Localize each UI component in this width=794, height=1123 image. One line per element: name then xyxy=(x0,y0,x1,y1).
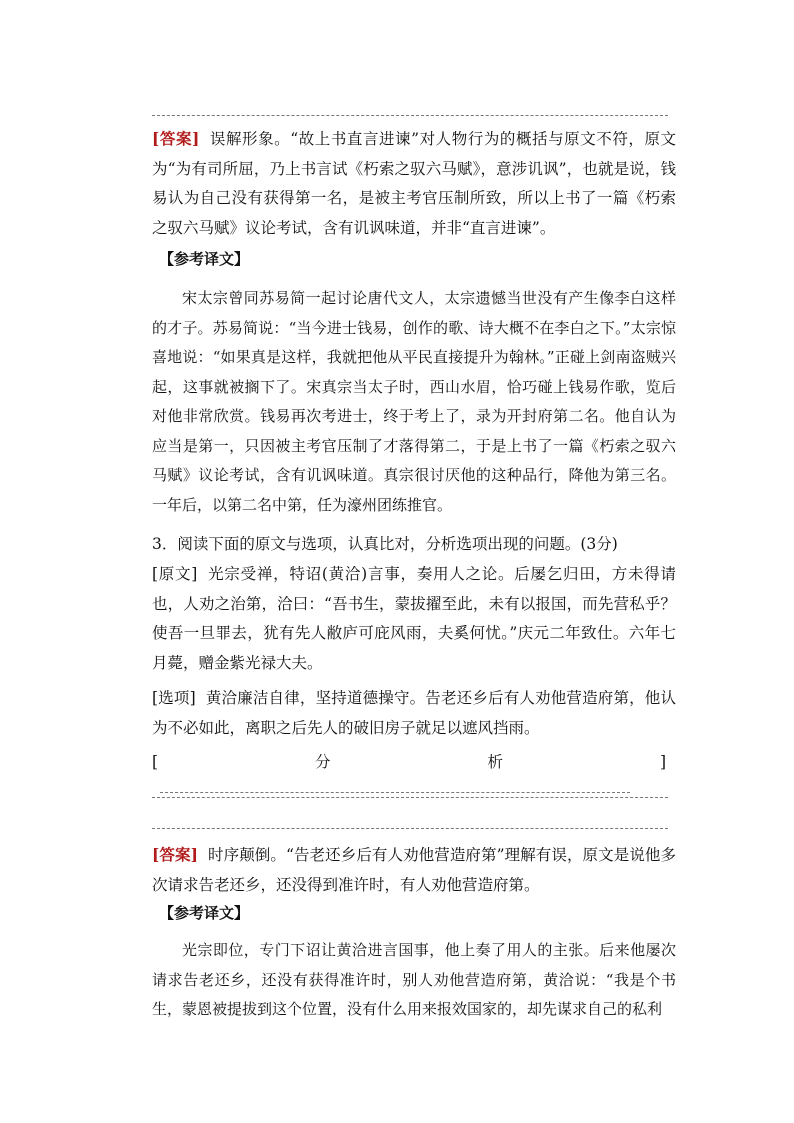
option-label: [选项] xyxy=(152,689,196,707)
analysis-label: [分析] xyxy=(152,753,666,771)
answer-1 xyxy=(152,124,676,243)
reference-translation-1-text: 宋太宗曾同苏易简一起讨论唐代文人，太宗遗憾当世没有产生像李白这样的才子。苏易简说：“当今进士钱易，创作的歌、诗大概不在李白之下。”太宗惊喜地说：“如果真是这样，我就把他从平民直接提升为翰林。”正碰上剑南盗贼兴起，这事就被搁下了。宋真宗当太子时，西山水眉，恰巧碰上钱易作歌，览后对他非常欣赏。钱易再次考进士，终于考上了，录为开封府第二名。他自认为应当是第一，只因被主考官压制了才落得第二，于是上书了一篇《朽索之驭六马赋》议论考试，含有讥讽味道。真宗很讨厌他的这种品行，降他为第三名。一年后，以第二名中第，任为濠州团练推官。 xyxy=(152,289,676,514)
option-text: 黄洽廉洁自律，坚持道德操守。告老还乡后有人劝他营造府第，他认为不必如此，离职之后先人的破旧房子就足以遮风挡雨。 xyxy=(152,689,676,737)
reference-translation-2-text: 光宗即位，专门下诏让黄洽进言国事，他上奏了用人的主张。后来他屡次请求告老还乡，还没有获得准许时，别人劝他营造府第，黄洽说：“我是个书生，蒙恩被提拔到这个位置，没有什么用来报效国家的，却先谋求自己的私利 xyxy=(152,941,676,1018)
question-3-title: 3．阅读下面的原文与选项，认真比对，分析选项出现的问题。(3分) xyxy=(152,535,618,553)
answer-1-text: 误解形象。“故上书直言进谏”对人物行为的概括与原文不符，原文为“为有司所屈，乃上书言试《朽索之驭六马赋》，意涉讥讽”，也就是说，钱易认为自己没有获得第一名，是被主考官压制所致，所以上书了一篇《朽索之驭六马赋》议论考试，含有讥讽味道，并非“直言进谏”。 xyxy=(152,130,676,237)
answer-2 xyxy=(152,840,676,900)
reference-translation-1-heading: 【参考译文】 xyxy=(159,250,250,268)
question-3-analysis xyxy=(152,748,676,807)
analysis-answer-line-3[interactable] xyxy=(152,828,668,829)
answer-divider-line xyxy=(152,115,668,116)
answer-1-label: [答案] xyxy=(152,129,200,148)
answer-2-label: [答案] xyxy=(152,845,198,864)
answer-2-text: 时序颠倒。“告老还乡后有人劝他营造府第”理解有误，原文是说他多次请求告老还乡，还没得到准许时，有人劝他营造府第。 xyxy=(152,846,676,894)
question-3-option xyxy=(152,684,676,743)
original-text: 光宗受禅，特诏(黄洽)言事，奏用人之论。后屡乞归田，方未得请也，人劝之治第，洽曰：“吾书生，蒙拔擢至此，未有以报国，而先营私乎？使吾一旦罪去，犹有先人敝庐可庇风雨，夫奚何忧。”庆元二年致仕。六年七月薨，赠金紫光禄大夫。 xyxy=(152,565,676,672)
analysis-answer-line[interactable] xyxy=(160,792,630,793)
original-label: [原文] xyxy=(152,565,198,583)
question-3-original xyxy=(152,560,676,678)
analysis-answer-line-2[interactable] xyxy=(152,797,668,798)
reference-translation-2-heading: 【参考译文】 xyxy=(159,904,250,922)
